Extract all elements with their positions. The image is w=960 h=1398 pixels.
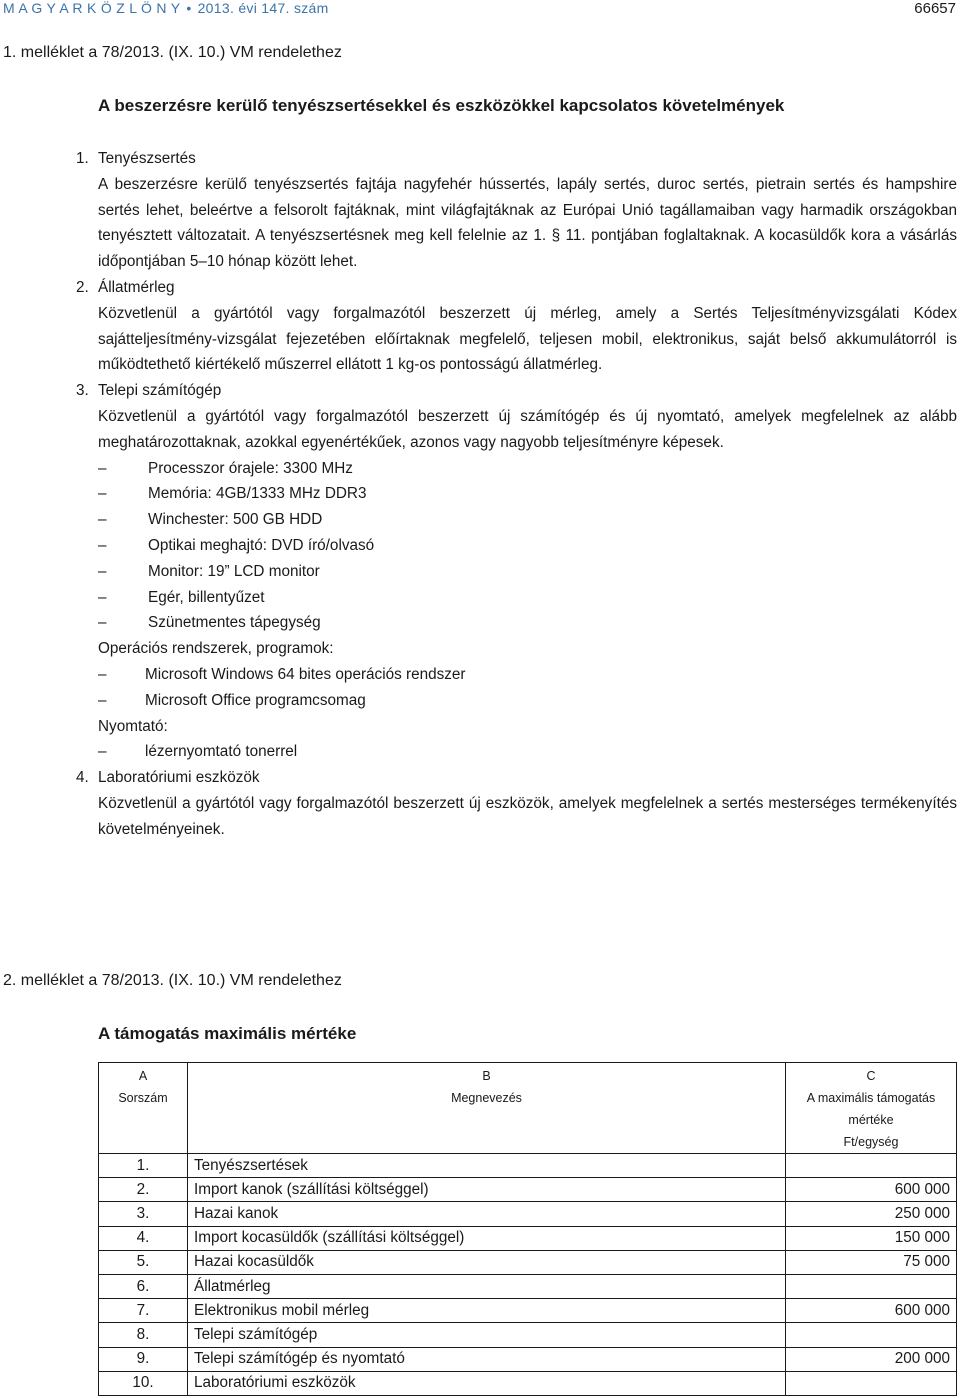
section-number: 3. bbox=[76, 382, 89, 400]
row-number: 4. bbox=[99, 1226, 188, 1250]
section-title: Laboratóriumi eszközök bbox=[98, 769, 260, 787]
col-letter: A bbox=[138, 1069, 148, 1083]
row-value bbox=[786, 1323, 957, 1347]
section-number: 2. bbox=[76, 278, 89, 296]
printer-item bbox=[98, 739, 957, 765]
row-name: Hazai kanok bbox=[188, 1202, 786, 1226]
col-label: Sorszám bbox=[118, 1091, 168, 1105]
spec-text: Optikai meghajtó: DVD író/olvasó bbox=[148, 536, 375, 554]
annex-2-title: 2. melléklet a 78/2013. (IX. 10.) VM rendelethez bbox=[3, 972, 342, 989]
os-text: Microsoft Windows 64 bites operációs rendszer bbox=[145, 665, 466, 683]
table-row bbox=[99, 1178, 957, 1202]
row-name: Hazai kocasüldők bbox=[188, 1250, 786, 1274]
section-3-heading bbox=[76, 378, 957, 404]
header-col-a bbox=[99, 1063, 188, 1154]
col-letter: C bbox=[866, 1069, 876, 1083]
section-4-heading bbox=[76, 765, 957, 791]
annex-1-heading: A beszerzésre kerülő tenyészsertésekkel és eszközökkel kapcsolatos követelmények bbox=[98, 96, 785, 115]
section-1-text: A beszerzésre kerülő tenyészsertés fajtája nagyfehér hússertés, lapály sertés, duroc sertés, pietrain sertés és hampshire sertés lehet, beleértve a felsorolt fajtáknak, mint világfajtáknak az Európai Unió tagállamaiban vagy harmadik országokban tenyésztett változatait. A tenyészsertésnek meg kell felelnie az 1. § 11. pontjában foglaltaknak. A kocasüldők kora a vásárlás időpontjában 5–10 hónap között lehet. bbox=[98, 175, 957, 271]
row-name: Import kocasüldők (szállítási költséggel) bbox=[188, 1226, 786, 1250]
table-row bbox=[99, 1347, 957, 1371]
col-label: mértéke bbox=[848, 1113, 894, 1127]
spec-item bbox=[98, 610, 957, 636]
row-name: Telepi számítógép bbox=[188, 1323, 786, 1347]
dash-bullet: – bbox=[98, 665, 107, 683]
col-letter: B bbox=[482, 1069, 491, 1083]
publication-name: M A G Y A R K Ö Z L Ö N Y bbox=[3, 0, 181, 16]
row-value: 75 000 bbox=[786, 1250, 957, 1274]
section-number: 1. bbox=[76, 150, 89, 167]
dash-bullet: – bbox=[98, 536, 107, 554]
dash-bullet: – bbox=[98, 485, 107, 503]
dash-bullet: – bbox=[98, 511, 107, 529]
row-number: 6. bbox=[99, 1274, 188, 1298]
os-text: Microsoft Office programcsomag bbox=[145, 691, 366, 709]
support-table bbox=[98, 1062, 957, 1396]
os-item bbox=[98, 662, 957, 688]
section-2-text: Közvetlenül a gyártótól vagy forgalmazótól beszerzett új mérleg, amely a Sertés Teljesítményvizsgálati Kódex sajátteljesítmény-vizsgálat fejezetében előírtaknak megfelelő, teljesen mobil, elektronikus, saját belső akkumulátorról is működtethető kiértékelő műszerrel ellátott 1 kg-os pontosságú állatmérleg. bbox=[98, 304, 957, 374]
row-number: 10. bbox=[99, 1371, 188, 1395]
spec-item bbox=[98, 507, 957, 533]
row-name: Tenyészsertések bbox=[188, 1154, 786, 1178]
spec-text: Memória: 4GB/1333 MHz DDR3 bbox=[148, 485, 367, 503]
dash-bullet: – bbox=[98, 588, 107, 606]
table-row bbox=[99, 1226, 957, 1250]
col-label: Megnevezés bbox=[451, 1091, 522, 1105]
section-title: Telepi számítógép bbox=[98, 382, 222, 400]
row-number: 8. bbox=[99, 1323, 188, 1347]
table-row bbox=[99, 1371, 957, 1395]
row-value bbox=[786, 1154, 957, 1178]
col-label: Ft/egység bbox=[843, 1135, 899, 1149]
spec-text: Monitor: 19” LCD monitor bbox=[148, 562, 320, 580]
row-name: Import kanok (szállítási költséggel) bbox=[188, 1178, 786, 1202]
row-name: Telepi számítógép és nyomtató bbox=[188, 1347, 786, 1371]
section-3-text: Közvetlenül a gyártótól vagy forgalmazótól beszerzett új számítógép és új nyomtató, amelyek megfelelnek az alább meghatározottaknak, azokkal egyenértékűek, azonos vagy nagyobb teljesítményre képesek. bbox=[98, 407, 957, 451]
table-row bbox=[99, 1299, 957, 1323]
dash-bullet: – bbox=[98, 691, 107, 709]
printer-text: lézernyomtató tonerrel bbox=[145, 743, 298, 761]
spec-text: Processzor órajele: 3300 MHz bbox=[148, 459, 353, 477]
dash-bullet: – bbox=[98, 459, 107, 477]
spec-text: Egér, billentyűzet bbox=[148, 588, 265, 606]
section-title: Tenyészsertés bbox=[98, 150, 196, 167]
section-number: 4. bbox=[76, 769, 89, 787]
header-col-c bbox=[786, 1063, 957, 1154]
row-number: 7. bbox=[99, 1299, 188, 1323]
row-value: 600 000 bbox=[786, 1299, 957, 1323]
table-header-row bbox=[99, 1063, 957, 1154]
row-value: 250 000 bbox=[786, 1202, 957, 1226]
row-value bbox=[786, 1371, 957, 1395]
table-row bbox=[99, 1250, 957, 1274]
spec-item bbox=[98, 533, 957, 559]
table-row bbox=[99, 1202, 957, 1226]
os-label: Operációs rendszerek, programok: bbox=[98, 640, 334, 658]
spec-text: Winchester: 500 GB HDD bbox=[148, 511, 323, 529]
row-number: 9. bbox=[99, 1347, 188, 1371]
spec-item bbox=[98, 585, 957, 611]
row-name: Elektronikus mobil mérleg bbox=[188, 1299, 786, 1323]
section-1-heading bbox=[76, 146, 957, 172]
spec-item bbox=[98, 456, 957, 482]
row-value: 150 000 bbox=[786, 1226, 957, 1250]
spec-item bbox=[98, 481, 957, 507]
section-2-heading bbox=[76, 275, 957, 301]
row-value: 600 000 bbox=[786, 1178, 957, 1202]
row-number: 5. bbox=[99, 1250, 188, 1274]
header-col-b bbox=[188, 1063, 786, 1154]
os-item bbox=[98, 688, 957, 714]
annex-2-heading: A támogatás maximális mértéke bbox=[98, 1024, 357, 1043]
table-row bbox=[99, 1323, 957, 1347]
dash-bullet: – bbox=[98, 562, 107, 580]
section-title: Állatmérleg bbox=[98, 278, 175, 296]
header-bullet: • bbox=[186, 0, 192, 16]
dash-bullet: – bbox=[98, 743, 107, 761]
annex-1-body bbox=[76, 146, 957, 843]
row-value bbox=[786, 1274, 957, 1298]
section-4-text: Közvetlenül a gyártótól vagy forgalmazótól beszerzett új eszközök, amelyek megfelelnek a sertés mesterséges termékenyítés követelményeinek. bbox=[98, 794, 957, 838]
dash-bullet: – bbox=[98, 614, 107, 632]
row-value: 200 000 bbox=[786, 1347, 957, 1371]
spec-text: Szünetmentes tápegység bbox=[148, 614, 321, 632]
row-name: Laboratóriumi eszközök bbox=[188, 1371, 786, 1395]
col-label: A maximális támogatás bbox=[806, 1091, 936, 1105]
table-row bbox=[99, 1154, 957, 1178]
page-number: 66657 bbox=[914, 0, 956, 17]
running-header bbox=[3, 0, 329, 16]
printer-label: Nyomtató: bbox=[98, 717, 168, 735]
table-row bbox=[99, 1274, 957, 1298]
row-number: 3. bbox=[99, 1202, 188, 1226]
spec-item bbox=[98, 559, 957, 585]
row-number: 2. bbox=[99, 1178, 188, 1202]
row-name: Állatmérleg bbox=[188, 1274, 786, 1298]
issue-label: 2013. évi 147. szám bbox=[197, 0, 329, 16]
annex-1-title: 1. melléklet a 78/2013. (IX. 10.) VM rendelethez bbox=[3, 44, 342, 61]
row-number: 1. bbox=[99, 1154, 188, 1178]
